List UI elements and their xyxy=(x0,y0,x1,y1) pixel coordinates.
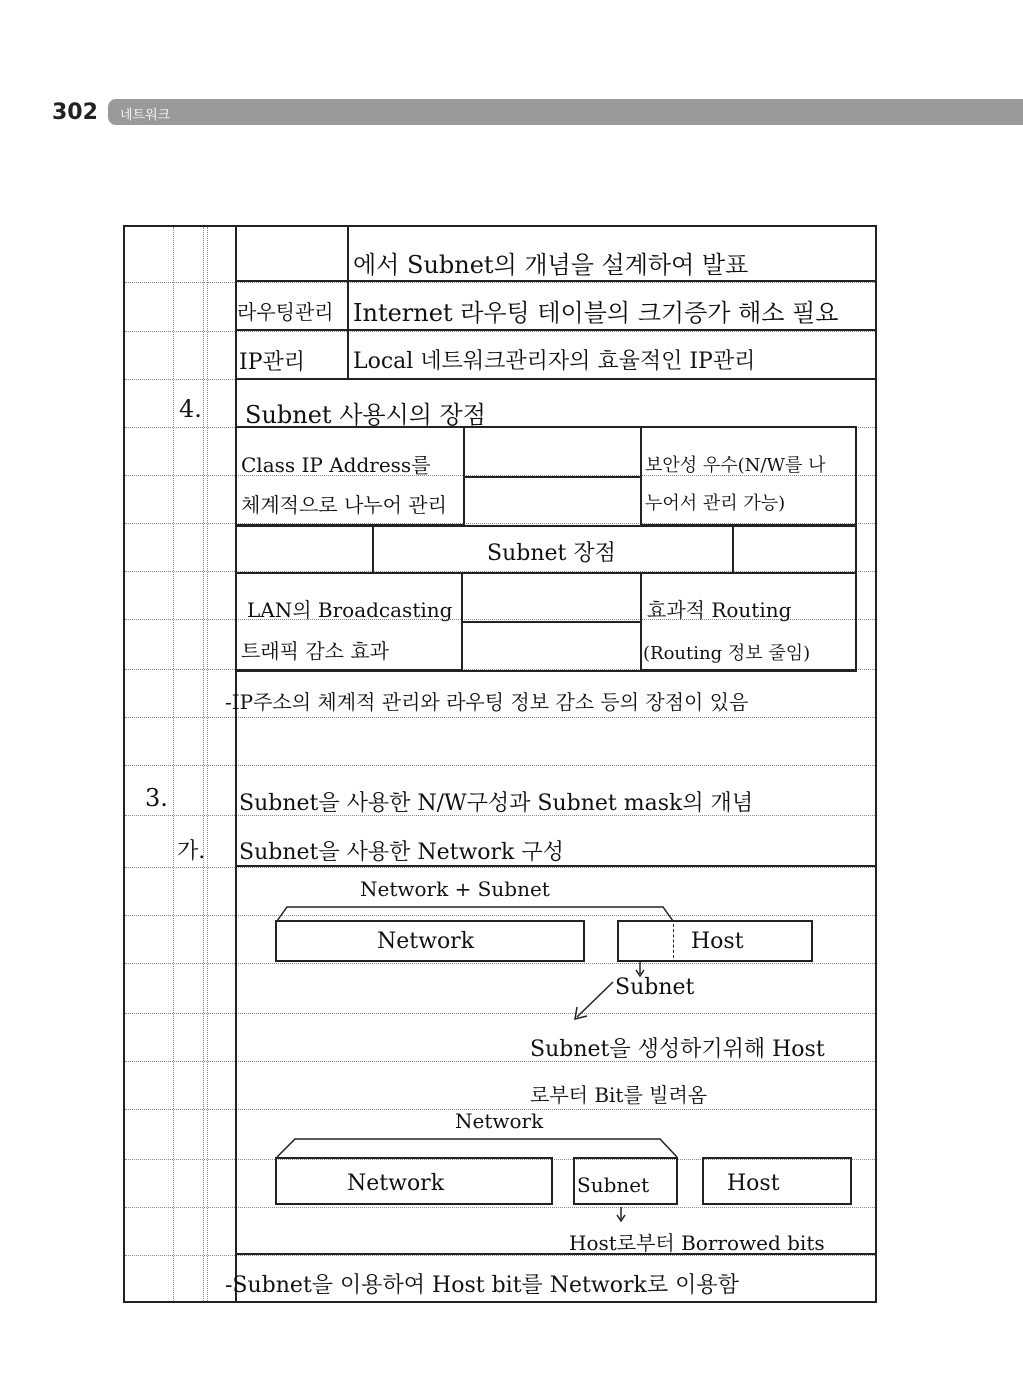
section4-number: 4. xyxy=(179,395,202,423)
table-top-line-2 xyxy=(235,329,875,331)
diagram-frame-top xyxy=(235,865,875,867)
box-security-line1: 보안성 우수(N/W를 나 xyxy=(645,455,826,476)
diagram2-bracket xyxy=(275,1135,685,1159)
box-lan-line2: 트래픽 감소 효과 xyxy=(241,639,389,663)
box-class-line1: Class IP Address를 xyxy=(241,453,431,477)
section-title: 네트워크 xyxy=(120,108,171,123)
center-box-left xyxy=(372,525,374,573)
table-col-divider xyxy=(347,227,349,379)
row2-label: 라우팅관리 xyxy=(237,300,334,324)
diagram1-bracket-label: Network + Subnet xyxy=(360,877,550,901)
box-lan-line1: LAN의 Broadcasting xyxy=(247,598,453,622)
row1-text: 에서 Subnet의 개념을 설계하여 발표 xyxy=(353,251,749,279)
box-routing-line2: (Routing 정보 줄임) xyxy=(643,643,811,664)
page-number: 302 xyxy=(52,100,98,125)
section3-sub-title: Subnet을 사용한 Network 구성 xyxy=(239,840,564,865)
diagram2-borrowed-label: Host로부터 Borrowed bits xyxy=(569,1231,825,1255)
diagram2-arrow xyxy=(613,1207,633,1223)
notebook-sheet xyxy=(123,225,877,1303)
table-top-line-3 xyxy=(235,378,875,380)
center-box-right xyxy=(732,525,734,573)
section3-sub-number: 가. xyxy=(177,839,206,864)
section-header-bar xyxy=(108,99,1023,125)
diagram1-split-line xyxy=(673,924,674,958)
row3-label: IP관리 xyxy=(239,350,305,375)
diagram1-subnet-label: Subnet xyxy=(615,975,695,1000)
box-routing-line1: 효과적 Routing xyxy=(647,598,792,622)
footer-note: -Subnet을 이용하여 Host bit를 Network로 이용함 xyxy=(225,1273,739,1298)
box-class-line2: 체계적으로 나누어 관리 xyxy=(241,493,447,517)
diagram1-note-line1: Subnet을 생성하기위해 Host xyxy=(530,1037,825,1062)
center-label: Subnet 장점 xyxy=(487,541,616,566)
diagram2-bracket-label: Network xyxy=(455,1109,544,1133)
diagram2-network-label: Network xyxy=(347,1171,445,1196)
connector-top xyxy=(465,476,640,478)
diagram1-host-label: Host xyxy=(691,929,744,954)
diagram2-subnet-label: Subnet xyxy=(577,1173,650,1197)
diagram1-network-label: Network xyxy=(377,929,475,954)
diagram2-host-label: Host xyxy=(727,1171,780,1196)
margin-line xyxy=(235,227,237,1303)
box-security-line2: 누어서 관리 가능) xyxy=(645,493,786,514)
section4-summary: -IP주소의 체계적 관리와 라우팅 정보 감소 등의 장점이 있음 xyxy=(225,690,749,714)
section3-number: 3. xyxy=(145,784,168,812)
diagram1-note-line2: 로부터 Bit를 빌려옴 xyxy=(530,1083,708,1107)
section3-title: Subnet을 사용한 N/W구성과 Subnet mask의 개념 xyxy=(239,791,754,816)
table-top-line-1 xyxy=(235,280,875,282)
section4-title: Subnet 사용시의 장점 xyxy=(245,401,486,429)
row3-text: Local 네트워크관리자의 효율적인 IP관리 xyxy=(353,349,756,374)
connector-bottom xyxy=(463,621,640,623)
row2-text: Internet 라우팅 테이블의 크기증가 해소 필요 xyxy=(353,299,839,327)
